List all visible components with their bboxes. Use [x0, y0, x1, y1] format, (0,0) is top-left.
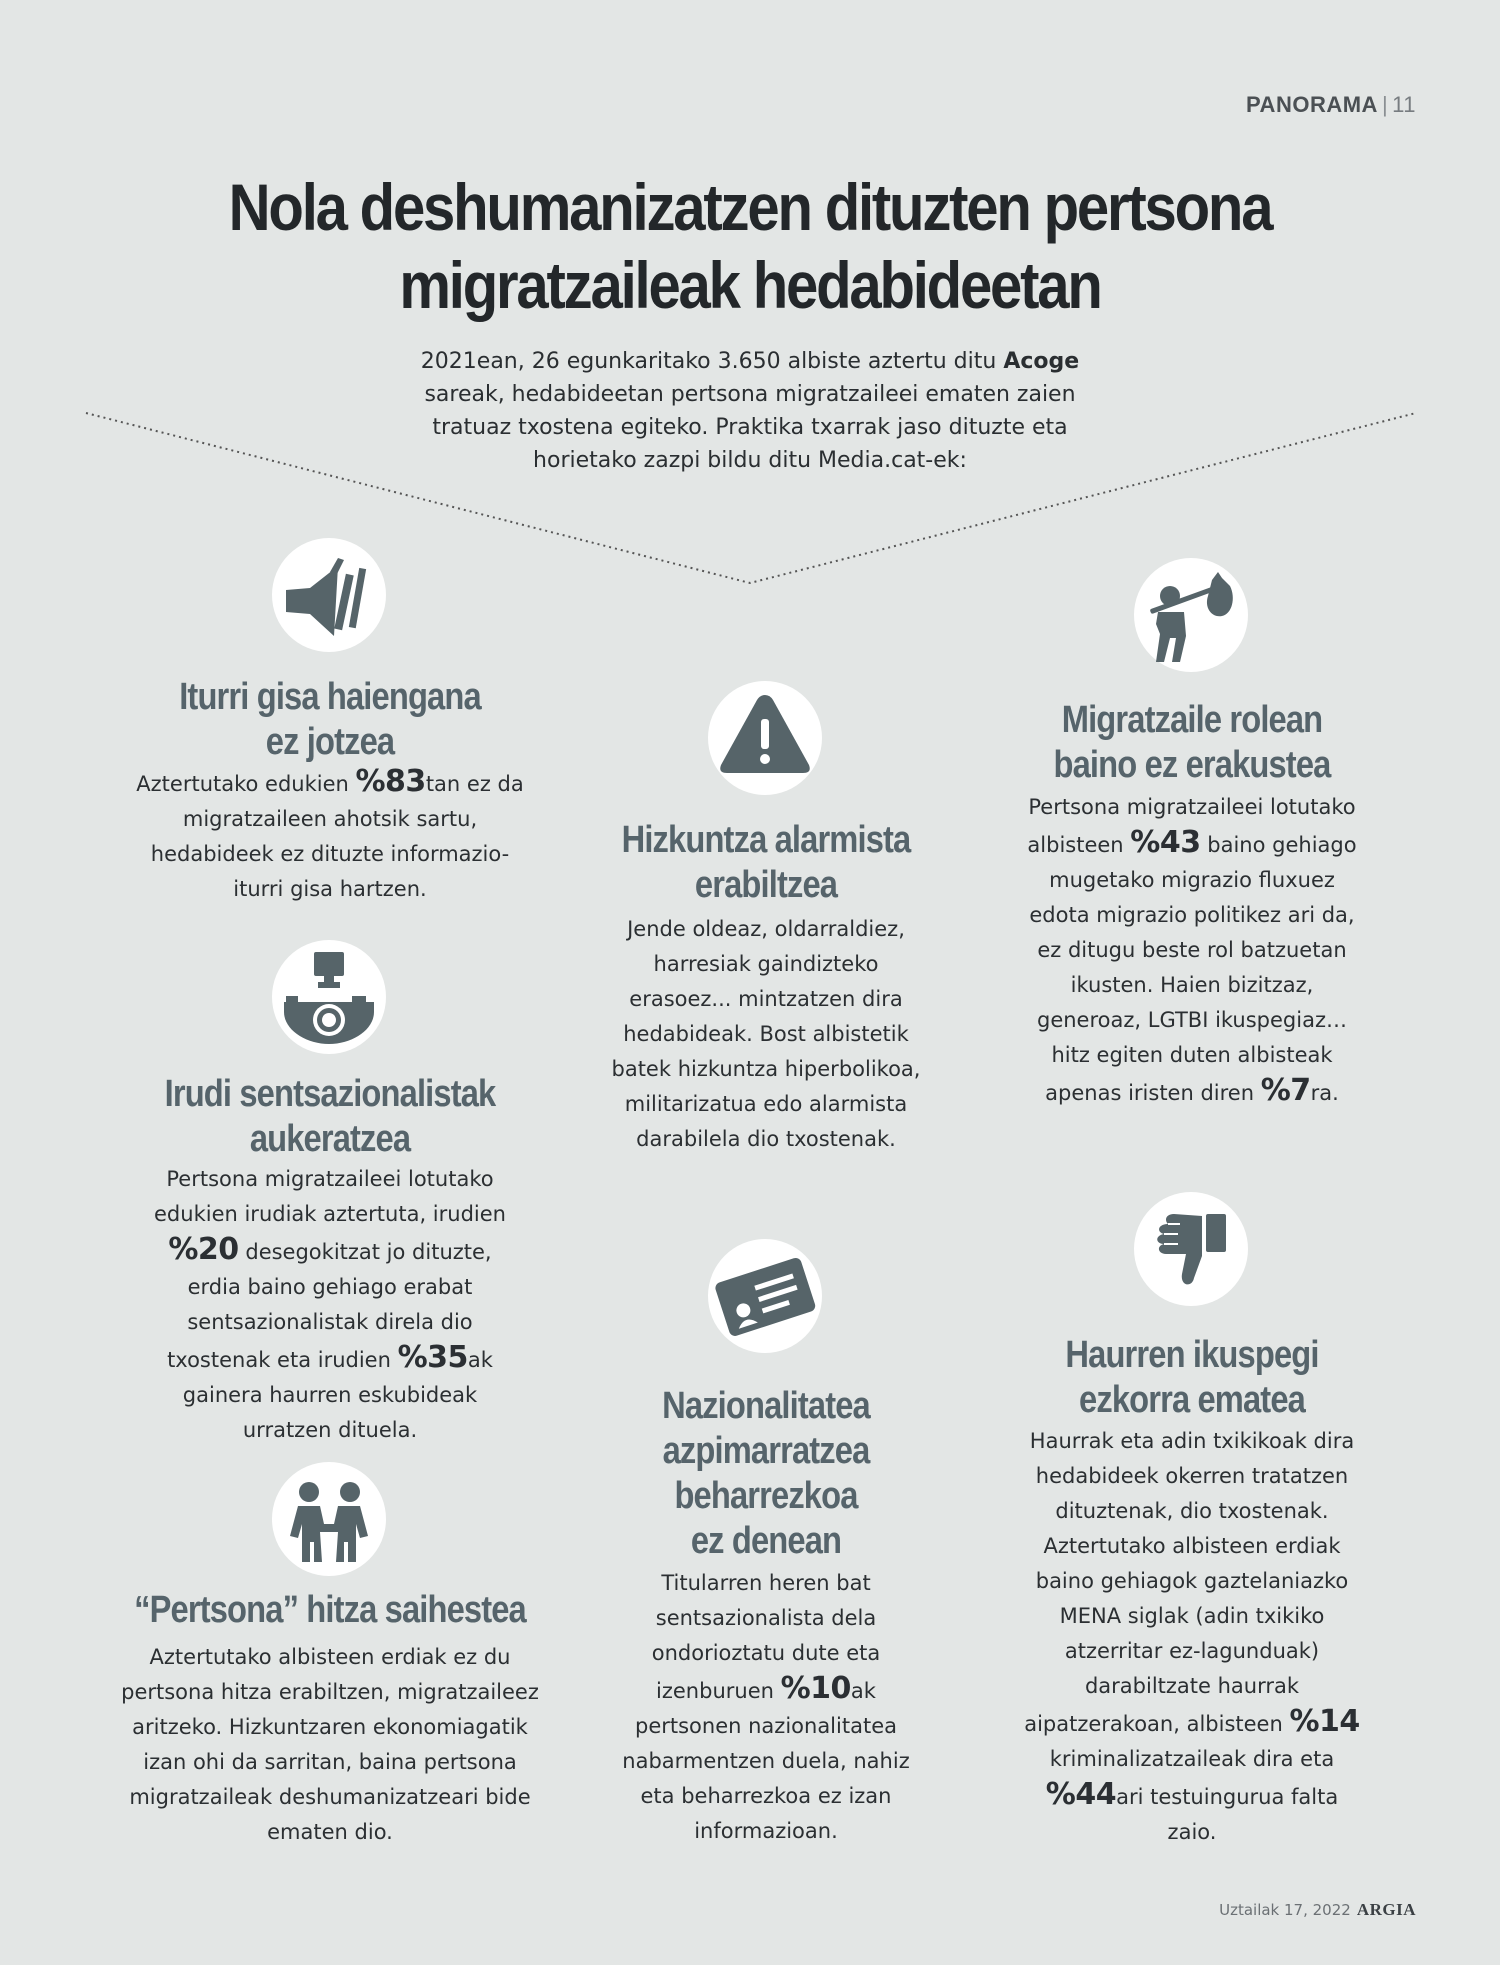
item-text-alarmist [601, 912, 931, 1157]
item-text-sources [135, 764, 525, 907]
heading-line: Hizkuntza alarmista [621, 819, 911, 861]
text-fragment: Aztertutako albisteen erdiak ez du pertsona hitza erabiltzen, migratzaileez aritzeko. Hizkuntzaren ekonomiagatik izan ohi da sarritan, baina pertsona migratzaileak deshumanizatzeari bide ematen dio. [121, 1645, 539, 1844]
percentage-figure: %10 [780, 1671, 851, 1706]
percentage-figure: %20 [168, 1232, 239, 1267]
item-heading-alarmist [594, 818, 938, 908]
page-title [178, 168, 1322, 324]
people-holding-hands-icon [272, 1462, 386, 1576]
percentage-figure: %43 [1130, 825, 1201, 860]
dotted-chevron-divider [0, 400, 1500, 600]
footer-brand: ARGIA [1356, 1900, 1416, 1919]
intro-text-1: 2021ean, 26 egunkaritako 3.650 albiste aztertu ditu [420, 349, 1004, 374]
muted-megaphone-icon [272, 538, 386, 652]
percentage-figure: %35 [397, 1340, 468, 1375]
heading-line: ez jotzea [265, 721, 395, 763]
text-fragment: ari testuingurua falta zaio. [1116, 1785, 1339, 1844]
header-separator: | [1381, 92, 1389, 117]
text-fragment: Titularren heren bat sentsazionalista dela ondorioztatu dute eta izenburuen [651, 1571, 881, 1703]
item-heading-migrant-role [1020, 698, 1364, 788]
heading-line: Haurren ikuspegi [1065, 1334, 1319, 1376]
section-name: PANORAMA [1246, 92, 1378, 117]
title-line-1: Nola deshumanizatzen dituzten pertsona [228, 170, 1272, 244]
migrant-with-bundle-icon [1134, 558, 1248, 672]
heading-line: beharrezkoa [674, 1475, 858, 1517]
item-heading-sources [158, 675, 502, 765]
footer-date: Uztailak 17, 2022 [1219, 1901, 1351, 1919]
percentage-figure: %83 [355, 764, 426, 799]
heading-line: ez denean [690, 1520, 842, 1562]
heading-line: baino ez erakustea [1053, 744, 1331, 786]
text-fragment: baino gehiago mugetako migrazio fluxuez edota migrazio politikez ari da, ez ditugu beste rol batzuetan ikusten. Haien bizitzaz, generoaz, LGTBI ikuspegiaz… hitz egiten duten albisteak apenas iristen diren [1029, 833, 1357, 1105]
text-fragment: ra. [1310, 1081, 1339, 1105]
thumbs-down-icon [1134, 1192, 1248, 1306]
warning-icon [708, 681, 822, 795]
heading-line: azpimarratzea [662, 1430, 870, 1472]
percentage-figure: %44 [1045, 1777, 1117, 1812]
heading-line: Irudi sentsazionalistak [164, 1073, 496, 1115]
heading-line: aukeratzea [249, 1118, 411, 1160]
text-fragment: Aztertutako edukien [136, 772, 356, 796]
text-fragment: tan ez da migratzaileen ahotsik sartu, hedabideek ez dituzte informazio-iturri gisa hartzen. [150, 772, 524, 901]
heading-line: Migratzaile rolean [1061, 699, 1323, 741]
intro-bold: Acoge [1003, 349, 1080, 374]
item-heading-person-word [132, 1588, 528, 1633]
item-text-images [140, 1162, 520, 1448]
heading-line: ezkorra ematea [1079, 1379, 1305, 1421]
item-heading-nationality [594, 1384, 938, 1564]
text-fragment: Pertsona migratzaileei lotutako albisteen [1027, 795, 1356, 857]
item-text-migrant-role [1022, 790, 1362, 1111]
heading-line: Nazionalitatea [662, 1385, 870, 1427]
page-footer [1219, 1900, 1416, 1920]
heading-line: “Pertsona” hitza saihestea [134, 1589, 526, 1631]
text-fragment: Haurrak eta adin txikikoak dira hedabideek okerren tratatzen dituztenak, dio txostenak. Aztertutako albisteen erdiak baino gehiagok gaztelaniazko MENA siglak (adin txikiko atzerritar ez-lagunduak) darabiltzate haurrak aipatzerakoan, albisteen [1024, 1429, 1355, 1736]
running-header [1246, 92, 1416, 118]
item-text-person-word [120, 1640, 540, 1850]
id-card-icon [708, 1239, 822, 1353]
text-fragment: ak gainera haurren eskubideak urratzen dituela. [182, 1348, 493, 1442]
percentage-figure: %7 [1260, 1073, 1311, 1108]
heading-line: erabiltzea [694, 864, 838, 906]
camera-icon [272, 940, 386, 1054]
text-fragment: ak pertsonen nazionalitatea nabarmentzen duela, nahiz eta beharrezkoa ez izan informazioan. [622, 1679, 910, 1843]
intro-text-2: sareak, hedabideetan pertsona migratzaileei ematen zaien tratuaz txostena egiteko. Praktika txarrak jaso dituzte eta horietako zazpi bildu ditu Media.cat-ek: [424, 382, 1076, 473]
item-heading-images [158, 1072, 502, 1162]
item-text-children [1022, 1424, 1362, 1850]
text-fragment: Jende oldeaz, oldarraldiez, harresiak gaindizteko erasoez... mintzatzen dira hedabideak. Bost albistetik batek hizkuntza hiperbolikoa, militarizatua edo alarmista darabilela dio txostenak. [611, 917, 921, 1151]
page-number: 11 [1392, 92, 1416, 117]
percentage-figure: %14 [1289, 1704, 1360, 1739]
text-fragment: Pertsona migratzaileei lotutako edukien irudiak aztertuta, irudien [154, 1167, 506, 1226]
text-fragment: kriminalizatzaileak dira eta [1049, 1747, 1335, 1771]
heading-line: Iturri gisa haiengana [179, 676, 481, 718]
title-line-2: migratzaileak hedabideetan [399, 248, 1101, 322]
item-text-nationality [611, 1566, 921, 1849]
item-heading-children [1020, 1333, 1364, 1423]
text-fragment: desegokitzat jo dituzte, erdia baino gehiago erabat sentsazionalistak direla dio txostenak eta irudien [167, 1240, 492, 1372]
